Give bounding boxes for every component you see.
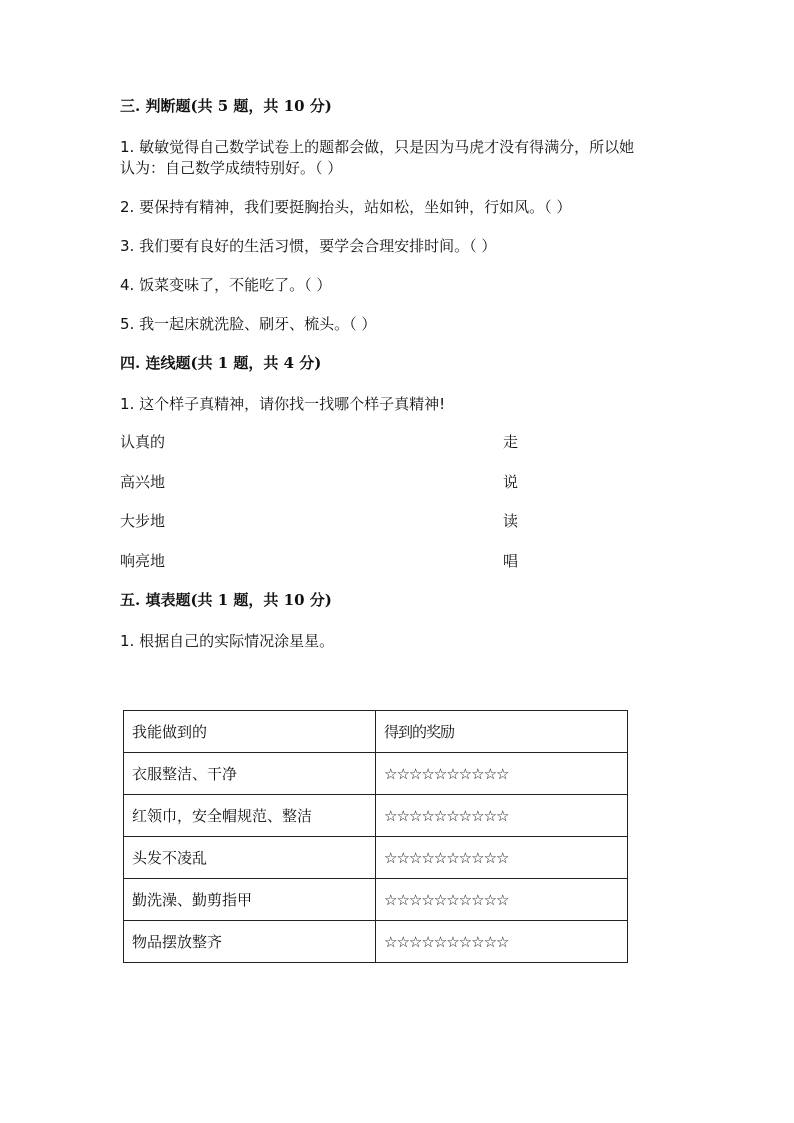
table-row [124, 879, 628, 921]
match-left-item: 响亮地 [120, 552, 166, 570]
match-right-item: 说 [503, 473, 519, 491]
behavior-cell: 头发不凌乱 [124, 837, 376, 879]
table-row [124, 795, 628, 837]
star-table [123, 710, 628, 963]
judge-question-1-line1: 1. 敏敏觉得自己数学试卷上的题都会做，只是因为马虎才没有得满分，所以她 [120, 138, 635, 156]
judge-question-5: 5. 我一起床就洗脸、刷牙、梳头。（ ） [120, 315, 377, 333]
table-row [124, 837, 628, 879]
behavior-cell: 勤洗澡、勤剪指甲 [124, 879, 376, 921]
match-right-item: 唱 [503, 552, 519, 570]
judge-question-4: 4. 饭菜变味了，不能吃了。（ ） [120, 276, 332, 294]
match-right-item: 读 [503, 512, 519, 530]
fill-question-1: 1. 根据自己的实际情况涂星星。 [120, 632, 335, 650]
judge-question-3: 3. 我们要有良好的生活习惯，要学会合理安排时间。（ ） [120, 237, 497, 255]
table-header-cell: 我能做到的 [124, 711, 376, 753]
table-row [124, 921, 628, 963]
match-question-1: 1. 这个样子真精神，请你找一找哪个样子真精神! [120, 395, 446, 413]
stars-cell[interactable]: ☆☆☆☆☆☆☆☆☆☆ [376, 879, 628, 921]
stars-cell[interactable]: ☆☆☆☆☆☆☆☆☆☆ [376, 753, 628, 795]
stars-cell[interactable]: ☆☆☆☆☆☆☆☆☆☆ [376, 921, 628, 963]
judge-question-2: 2. 要保持有精神，我们要挺胸抬头，站如松，坐如钟，行如风。（ ） [120, 198, 572, 216]
judge-question-1-line2: 认为：自己数学成绩特别好。（ ） [120, 159, 343, 177]
match-left-item: 认真的 [120, 433, 166, 451]
behavior-cell: 衣服整洁、干净 [124, 753, 376, 795]
behavior-cell: 物品摆放整齐 [124, 921, 376, 963]
stars-cell[interactable]: ☆☆☆☆☆☆☆☆☆☆ [376, 837, 628, 879]
table-header-row [124, 711, 628, 753]
behavior-cell: 红领巾，安全帽规范、整洁 [124, 795, 376, 837]
section4-title: 四. 连线题(共 1 题，共 4 分) [120, 354, 322, 372]
match-right-item: 走 [503, 433, 519, 451]
match-left-item: 大步地 [120, 512, 166, 530]
section3-title: 三. 判断题(共 5 题，共 10 分) [120, 97, 332, 115]
table-header-cell: 得到的奖励 [376, 711, 628, 753]
stars-cell[interactable]: ☆☆☆☆☆☆☆☆☆☆ [376, 795, 628, 837]
match-left-item: 高兴地 [120, 473, 166, 491]
section5-title: 五. 填表题(共 1 题，共 10 分) [120, 591, 332, 609]
table-row [124, 753, 628, 795]
